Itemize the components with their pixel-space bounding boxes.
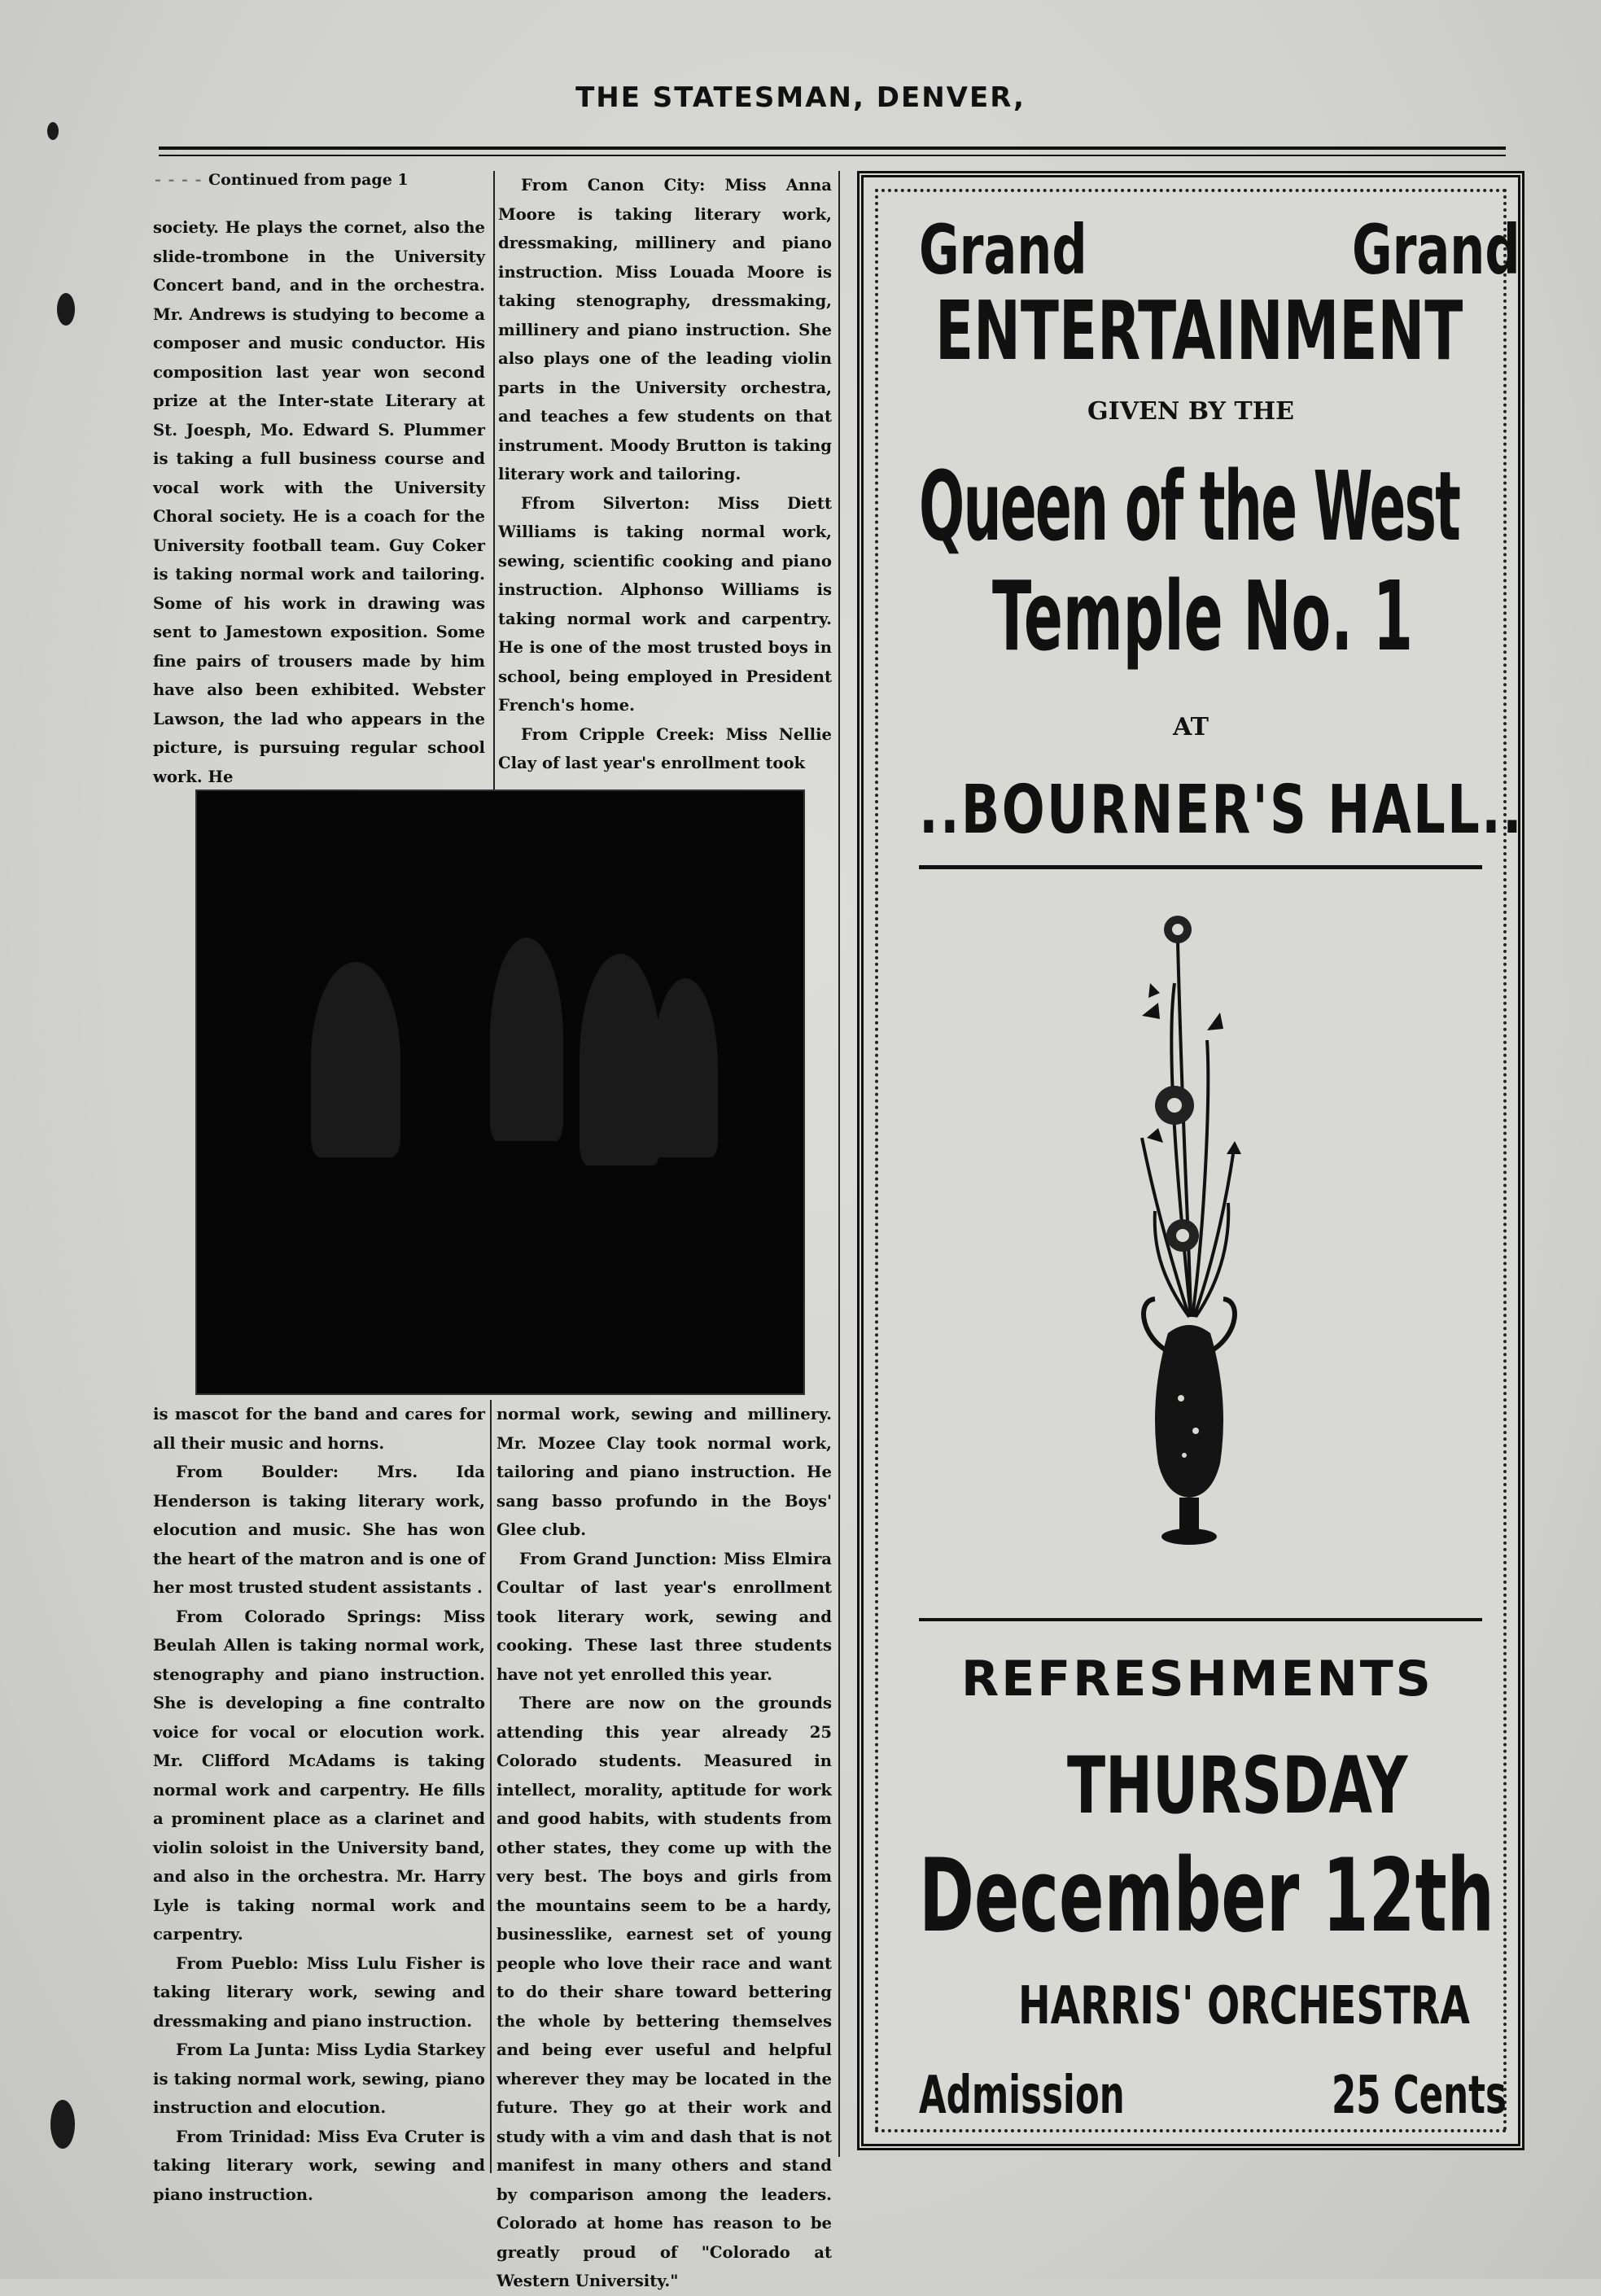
- ad-refreshments: REFRESHMENTS: [961, 1651, 1433, 1708]
- article-paragraph: From Canon City: Miss Anna Moore is taking literary work, dressmaking, millinery and piano instruction. Miss Louada Moore is taking stenography, dressmaking, millinery and piano instruction. She also plays one of the leading violin parts in the University orchestra, and teaches a few students on that instrument. Moody Brutton is taking literary work and tailoring.: [498, 176, 832, 483]
- photo-figure: [490, 938, 563, 1141]
- article-paragraph: normal work, sewing and millinery. Mr. Mozee Clay took normal work, tailoring and piano instruction. He sang basso profundo in the Boys' Glee club.: [496, 1405, 832, 1539]
- ad-given-by: GIVEN BY THE: [1087, 397, 1294, 426]
- page-stain: [57, 293, 75, 326]
- ad-date: December 12th: [919, 1838, 1494, 1955]
- article-paragraph: From Colorado Springs: Miss Beulah Allen is taking normal work, stenography and piano instruction. She is developing a fine contralto voice for vocal or elocution work. Mr. Clifford McAdams is taking normal work and carpentry. He fills a prominent place as a clarinet and violin soloist in the University band, and also in the orchestra. Mr. Harry Lyle is taking normal work and carpentry.: [153, 1607, 485, 1944]
- left-column-bottom: [153, 1400, 485, 2209]
- article-paragraph: society. He plays the cornet, also the slide-trombone in the University Concert band, and in the orchestra. Mr. Andrews is studying to become a composer and music conductor. His composition last year won second prize at the Inter-state Literary at St. Joesph, Mo. Edward S. Plummer is taking a full business course and vocal work with the University Choral society. He is a coach for the University football team. Guy Coker is taking normal work and tailoring. Some of his work in drawing was sent to Jamestown exposition. Some fine pairs of trousers made by him have also been exhibited. Webster Lawson, the lad who appears in the picture, is pursuing regular school work. He: [153, 218, 485, 786]
- event-advertisement: [857, 171, 1524, 2150]
- article-paragraph: From La Junta: Miss Lydia Starkey is taking normal work, sewing, piano instruction and elocution.: [153, 2040, 485, 2117]
- middle-column-top: [498, 171, 832, 778]
- ad-day: THURSDAY: [1067, 1740, 1408, 1831]
- article-paragraph: is mascot for the band and cares for all their music and horns.: [153, 1405, 485, 1453]
- ad-orchestra: HARRIS' ORCHESTRA: [1018, 1976, 1470, 2036]
- article-paragraph: From Cripple Creek: Miss Nellie Clay of last year's enrollment took: [498, 724, 832, 772]
- ad-admission-label: Admission: [919, 2066, 1125, 2126]
- ad-entertainment: ENTERTAINMENT: [935, 283, 1463, 378]
- photo-figure: [311, 962, 400, 1157]
- column-rule: [493, 171, 495, 789]
- ad-at: AT: [1173, 713, 1209, 741]
- article-paragraph: From Boulder: Mrs. Ida Henderson is taking literary work, elocution and music. She has won the heart of the matron and is one of her most trusted student assistants .: [153, 1463, 485, 1597]
- page-stain: [47, 122, 59, 140]
- article-paragraph: From Pueblo: Miss Lulu Fisher is taking literary work, sewing and dressmaking and piano instruction.: [153, 1953, 485, 2031]
- column-rule: [838, 171, 840, 2157]
- photo-figure: [653, 978, 718, 1157]
- ad-admission-price: 25 Cents: [1332, 2066, 1507, 2126]
- ad-divider: [919, 865, 1482, 869]
- ad-grand-right: Grand: [1352, 210, 1520, 290]
- article-paragraph: From Trinidad: Miss Eva Cruter is taking literary work, sewing and piano instruction.: [153, 2127, 485, 2204]
- article-photograph: [195, 789, 805, 1395]
- left-column-top: [153, 213, 485, 791]
- ad-divider: [919, 1618, 1482, 1621]
- article-paragraph: There are now on the grounds attending this year already 25 Colorado students. Measured in intellect, morality, aptitude for work and good habits, with students from other states, they come up with the very best. The boys and girls from the mountains seem to be a hardy, businesslike, earnest set of young people who love their race and want to do their share toward bettering the whole by bettering themselves and being ever useful and helpful wherever they may be located in the future. They go at their work and study with a vim and dash that is not manifest in many others and stand by comparison among the leaders. Colorado at home has reason to be greatly proud of "Colorado at Western University.": [496, 1694, 832, 2290]
- column-rule: [490, 1400, 492, 2173]
- masthead-rule: [159, 147, 1506, 150]
- ad-venue: ..BOURNER'S HALL..: [919, 772, 1524, 849]
- masthead-rule-thin: [159, 155, 1506, 156]
- article-paragraph: From Grand Junction: Miss Elmira Coultar of last year's enrollment took literary work, sewing and cooking. These last three students have not yet enrolled this year.: [496, 1549, 832, 1684]
- article-paragraph: Ffrom Silverton: Miss Diett Williams is taking normal work, sewing, scientific cooking and piano instruction. Alphonso Williams is taking normal work and carpentry. He is one of the most trusted boys in school, being employed in President French's home.: [498, 493, 832, 715]
- ad-organization-line2: Temple No. 1: [992, 560, 1414, 672]
- page-stain: [50, 2100, 75, 2149]
- middle-column-bottom: [496, 1400, 832, 2296]
- ad-grand-left: Grand: [919, 210, 1087, 290]
- masthead-title: THE STATESMAN, DENVER,: [575, 81, 1026, 114]
- continued-label: - - - - Continued from page 1: [155, 171, 409, 189]
- photo-figure: [580, 954, 661, 1165]
- flower-vase-illustration: [1132, 894, 1246, 1594]
- ad-organization-line1: Queen of the West: [919, 450, 1460, 562]
